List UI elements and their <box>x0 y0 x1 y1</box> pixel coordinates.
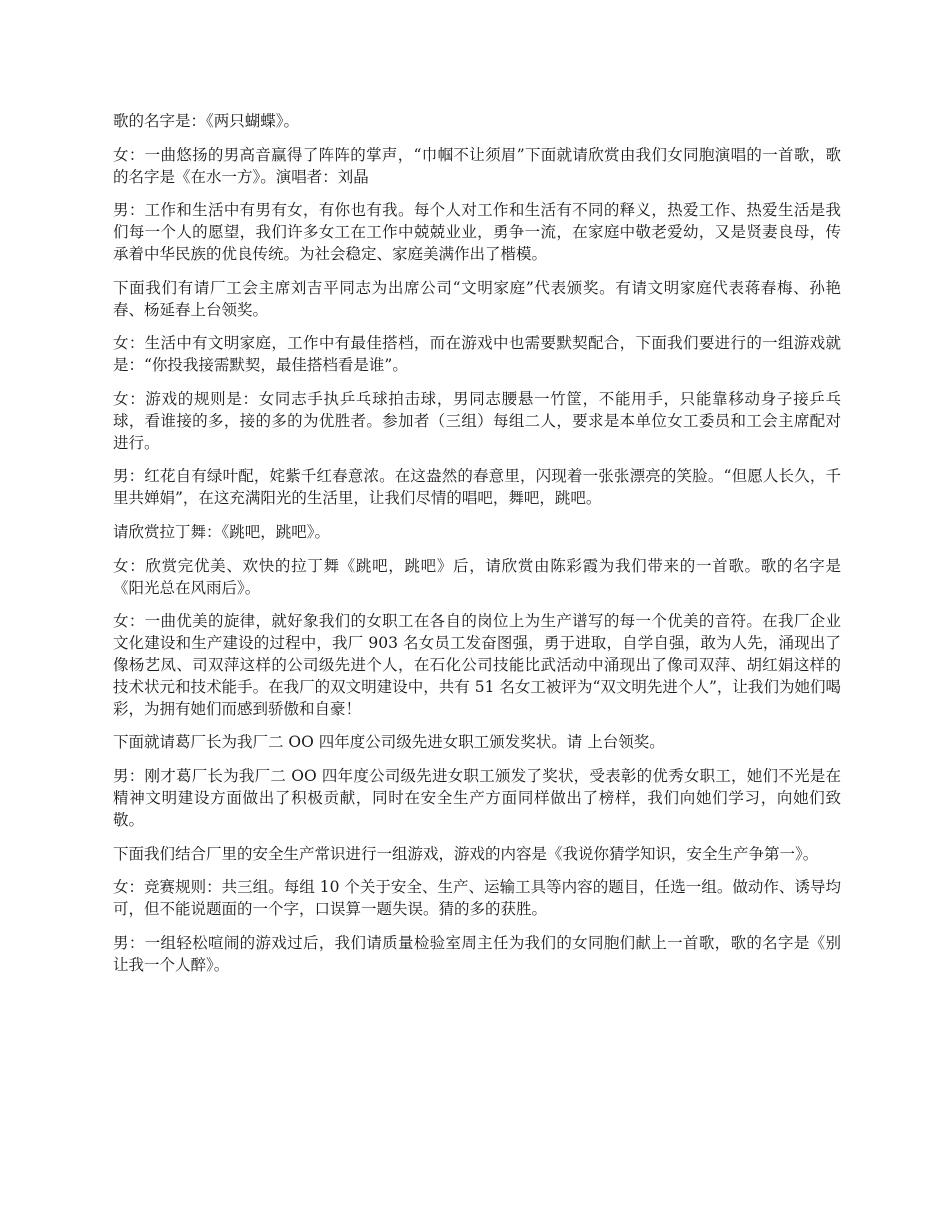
paragraph-award-ceremony: 下面就请葛厂长为我厂二 OO 四年度公司级先进女职工颁发奖状。请 上台领奖。 <box>113 733 665 752</box>
paragraph-latin-dance: 请欣赏拉丁舞：《跳吧，跳吧》。 <box>113 522 331 541</box>
paragraph-award-recognition: 男：刚才葛厂长为我厂二 OO 四年度公司级先进女职工颁发了奖状，受表彰的优秀女职工，她们不光是在精神文明建设方面做出了积极贡献，同时在安全生产方面同样做出了榜样，我们向她们学习，向她们致敬。 <box>113 767 841 829</box>
paragraph-competition-rules: 女：竞赛规则：共三组。每组 10 个关于安全、生产、运输工具等内容的题目，任选一组。做动作、诱导均可，但不能说题面的一个字，口误算一题失误。猜的多的获胜。 <box>113 878 841 919</box>
paragraph-spring-dance-intro: 男：红花自有绿叶配，姹紫千红春意浓。在这盎然的春意里，闪现着一张张漂亮的笑脸。“但愿人长久，千里共婵娟”，在这充满阳光的生活里，让我们尽情的唱吧，舞吧，跳吧。 <box>113 467 841 508</box>
paragraph-closing-song: 男：一组轻松喧闹的游戏过后，我们请质量检验室周主任为我们的女同胞们献上一首歌，歌的名字是《别让我一个人醉》。 <box>113 933 841 974</box>
paragraph-song-after-dance: 女：欣赏完优美、欢快的拉丁舞《跳吧，跳吧》后，请欣赏由陈彩霞为我们带来的一首歌。歌的名字是《阳光总在风雨后》。 <box>113 556 841 597</box>
paragraph-safety-game-intro: 下面我们结合厂里的安全生产常识进行一组游戏，游戏的内容是《我说你猜学知识，安全生产争第一》。 <box>113 844 819 863</box>
paragraph-civilized-family-award: 下面我们有请厂工会主席刘吉平同志为出席公司“文明家庭”代表颁奖。有请文明家庭代表蒋春梅、孙艳春、杨延春上台领奖。 <box>113 278 841 319</box>
paragraph-game-rules: 女：游戏的规则是：女同志手执乒乓球拍击球，男同志腰悬一竹筐，不能用手，只能靠移动身子接乒乓球，看谁接的多，接的多的为优胜者。参加者（三组）每组二人，要求是本单位女工委员和工会主席配对进行。 <box>113 389 841 452</box>
paragraph-female-workers-praise: 女：一曲优美的旋律，就好象我们的女职工在各自的岗位上为生产谱写的每一个优美的音符。在我厂企业文化建设和生产建设的过程中，我厂 903 名女员工发奋图强，勇于进取，自学自强，敢为人先，涌现出了像杨艺凤、司双萍这样的公司级先进个人，在石化公司技能比武活动中涌现出了像司双萍、胡红娟这样的技术状元和技术能手。在我厂的双文明建设中，共有 51 名女工被评为“双文明先进个人”，让我们为她们喝彩，为拥有她们而感到骄傲和自豪！ <box>113 612 841 718</box>
paragraph-female-host-intro-song: 女：一曲悠扬的男高音赢得了阵阵的掌声，“巾帼不让须眉”下面就请欣赏由我们女同胞演唱的一首歌，歌的名字是《在水一方》。演唱者：刘晶 <box>113 145 841 186</box>
document-body <box>113 111 841 989</box>
paragraph-male-host-work-life: 男：工作和生活中有男有女，有你也有我。每个人对工作和生活有不同的释义，热爱工作、热爱生活是我们每一个人的愿望，我们许多女工在工作中兢兢业业，勇争一流，在家庭中敬老爱幼，又是贤妻良母，传承着中华民族的优良传统。为社会稳定、家庭美满作出了楷模。 <box>113 201 841 263</box>
paragraph-song-name: 歌的名字是：《两只蝴蝶》。 <box>113 112 300 130</box>
paragraph-game-intro: 女：生活中有文明家庭，工作中有最佳搭档，而在游戏中也需要默契配合，下面我们要进行的一组游戏就是：“你投我接需默契，最佳搭档看是谁”。 <box>113 334 841 375</box>
